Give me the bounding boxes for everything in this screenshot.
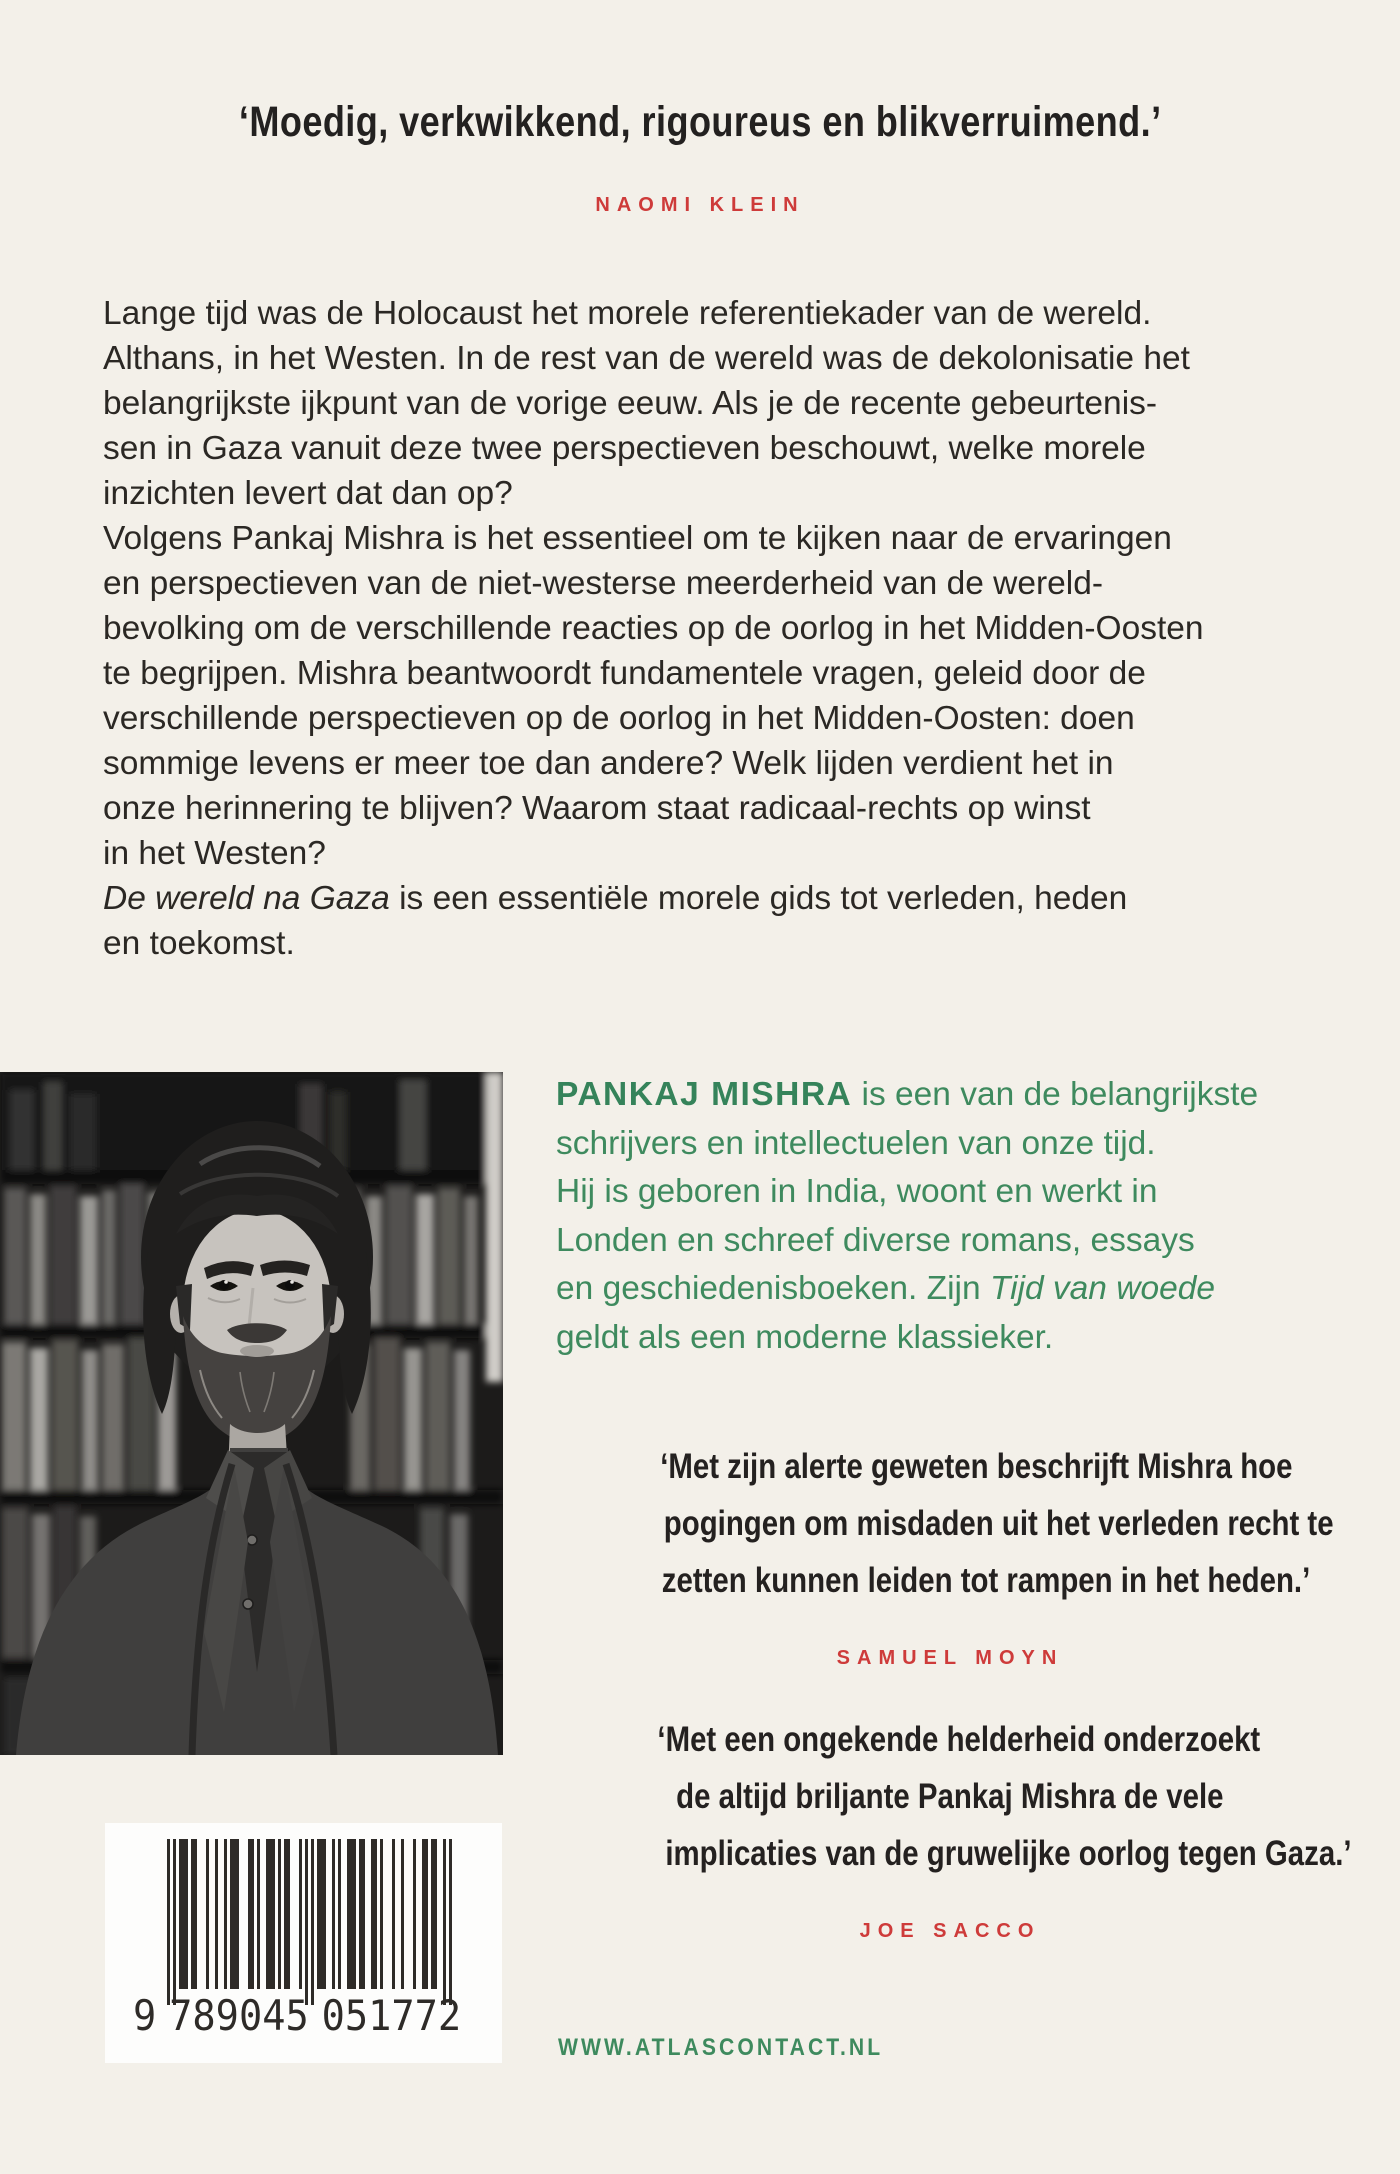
bio-line: PANKAJ MISHRA is een van de belangrijkste [556,1076,1259,1113]
description-line: te begrijpen. Mishra beantwoordt fundamentele vragen, geleid door de [103,655,1146,692]
description-line: en toekomst. [103,925,295,962]
description-line: Althans, in het Westen. In de rest van de wereld was de dekolonisatie het [103,340,1190,377]
book-title: De wereld na Gaza [103,880,390,917]
bio-line: geldt als een moderne klassieker. [556,1318,1054,1356]
quote-line: pogingen om misdaden uit het verleden recht te [663,1504,1334,1543]
top-quote-attribution: NAOMI KLEIN [595,194,805,216]
quote-sacco [600,1711,1352,1946]
bio-line: en geschiedenisboeken. Zijn Tijd van woede [556,1270,1215,1307]
bio-line: Londen en schreef diverse romans, essays [556,1221,1195,1259]
description-line: inzichten levert dat dan op? [103,475,513,512]
description-line: Volgens Pankaj Mishra is het essentieel om te kijken naar de ervaringen [103,520,1172,557]
isbn-number: 9 789045 051772 [133,1991,462,2040]
description-line: sen in Gaza vanuit deze twee perspectieven beschouwt, welke morele [103,430,1146,467]
quote-line: zetten kunnen leiden tot rampen in het heden.’ [661,1561,1311,1600]
quote-moyn-attribution: SAMUEL MOYN [836,1647,1064,1669]
description-text [103,291,1204,966]
description-line: belangrijkste ijkpunt van de vorige eeuw. Als je de recente gebeurtenis- [103,385,1158,422]
top-quote-text: ‘Moedig, verkwikkend, rigoureus en blikverruimend.’ [238,98,1162,146]
top-quote [0,98,1400,147]
description-line: verschillende perspectieven op de oorlog in het Midden-Oosten: doen [103,700,1135,737]
publisher-website: WWW.ATLASCONTACT.NL [558,2034,884,2061]
quote-line: de altijd briljante Pankaj Mishra de vele [676,1777,1224,1816]
bio-line: schrijvers en intellectuelen van onze tijd. [556,1124,1156,1162]
quote-line: ‘Met zijn alerte geweten beschrijft Mishra hoe [660,1447,1293,1486]
description-line: en perspectieven van de niet-westerse meerderheid van de wereld- [103,565,1103,602]
description-line-title: De wereld na Gaza is een essentiële morele gids tot verleden, heden [103,880,1128,917]
description-line: Lange tijd was de Holocaust het morele referentiekader van de wereld. [103,295,1152,332]
previous-book-title: Tijd van woede [989,1270,1215,1307]
bio-line: Hij is geboren in India, woont en werkt in [556,1173,1158,1210]
quote-line: ‘Met een ongekende helderheid onderzoekt [657,1720,1261,1759]
quote-moyn [600,1438,1334,1673]
quote-sacco-attribution: JOE SACCO [859,1920,1041,1942]
barcode-bars [167,1839,452,2005]
quote-line: implicaties van de gruwelijke oorlog tegen Gaza.’ [665,1834,1352,1873]
isbn-barcode [105,1823,502,2063]
description-line: sommige levens er meer toe dan andere? Welk lijden verdient het in [103,745,1114,782]
description-line: bevolking om de verschillende reacties op de oorlog in het Midden-Oosten [103,610,1204,647]
description-line: in het Westen? [103,835,326,872]
author-bio [556,1071,1258,1362]
author-name: PANKAJ MISHRA [556,1076,853,1113]
description-line: onze herinnering te blijven? Waarom staat radicaal-rechts op winst [103,790,1091,827]
author-photo [0,1072,503,1755]
